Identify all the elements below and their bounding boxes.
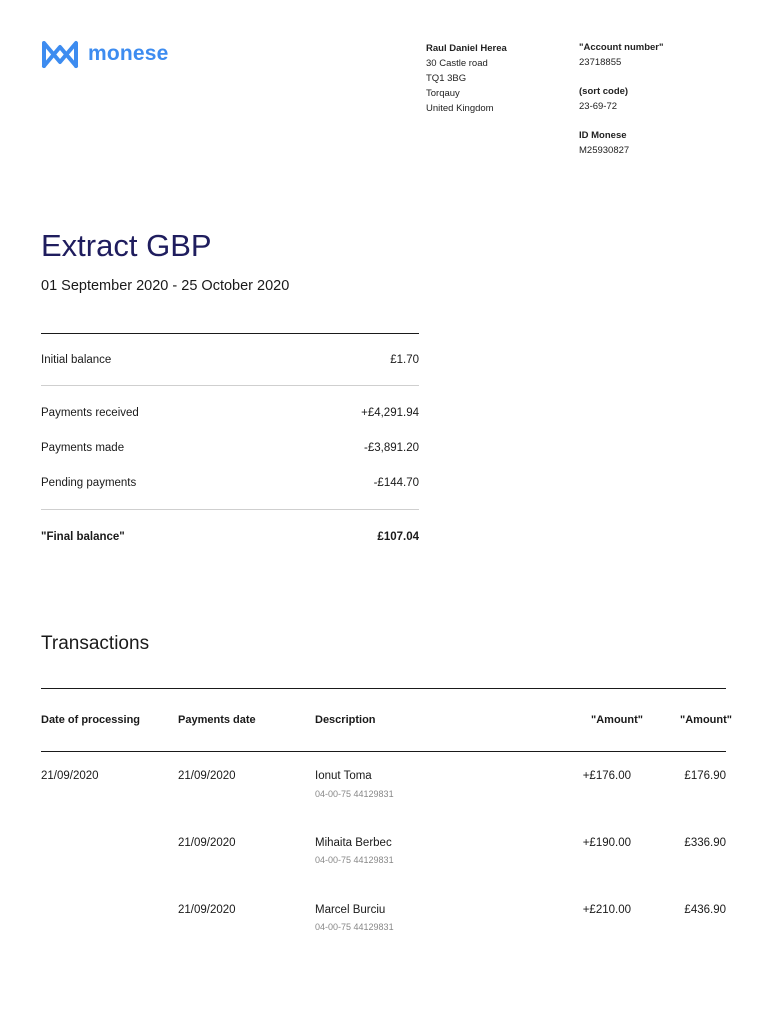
address-line: United Kingdom [426, 103, 494, 114]
table-row [41, 819, 726, 886]
address-line: Torqauy [426, 88, 460, 99]
pending-payments-label: Pending payments [41, 476, 137, 489]
sort-code-label: (sort code) [579, 86, 629, 97]
account-details-block [579, 40, 663, 158]
description: Ionut Toma [315, 770, 372, 782]
brand-name: monese [88, 42, 169, 65]
account-holder-block [426, 41, 507, 116]
account-number: 23718855 [579, 57, 622, 68]
account-number-label: "Account number" [579, 42, 664, 53]
description: Marcel Burciu [315, 904, 386, 916]
payment-date: 21/09/2020 [178, 904, 236, 916]
transactions-table [41, 688, 732, 953]
initial-balance-row [41, 334, 419, 385]
table-header [41, 689, 732, 751]
final-balance-row [41, 510, 419, 564]
column-header-description: Description [315, 714, 376, 726]
payments-received-label: Payments received [41, 406, 139, 419]
reference: 04-00-75 44129831 [315, 789, 394, 799]
payments-received-value: +£4,291.94 [361, 406, 419, 419]
table-row [41, 886, 726, 953]
pending-payments-row [41, 465, 419, 500]
initial-balance-value: £1.70 [390, 353, 419, 366]
running-balance: £436.90 [684, 904, 726, 916]
description: Mihaita Berbec [315, 837, 392, 849]
monese-id-label: ID Monese [579, 130, 627, 141]
payments-received-row [41, 395, 419, 430]
payments-made-value: -£3,891.20 [364, 441, 419, 454]
running-balance: £176.90 [684, 770, 726, 782]
monese-logo-icon [40, 38, 80, 70]
processing-date: 21/09/2020 [41, 770, 99, 782]
payments-made-row [41, 430, 419, 465]
column-header-payment-date: Payments date [178, 714, 256, 726]
pending-payments-value: -£144.70 [373, 476, 419, 489]
statement-title: Extract GBP [41, 228, 212, 263]
final-balance-label: "Final balance" [41, 531, 125, 543]
address-line: TQ1 3BG [426, 73, 467, 84]
monese-id: M25930827 [579, 145, 630, 156]
statement-period: 01 September 2020 - 25 October 2020 [41, 278, 290, 294]
payment-date: 21/09/2020 [178, 837, 236, 849]
column-header-processing-date: Date of processing [41, 714, 141, 726]
final-balance-value: £107.04 [377, 531, 419, 543]
monese-logo [40, 38, 169, 70]
initial-balance-label: Initial balance [41, 353, 112, 366]
amount: +£210.00 [582, 904, 631, 916]
column-header-balance: "Amount" [680, 714, 732, 726]
balance-summary [41, 333, 419, 564]
sort-code: 23-69-72 [579, 101, 618, 112]
amount: +£190.00 [582, 837, 631, 849]
payment-date: 21/09/2020 [178, 770, 236, 782]
amount: +£176.00 [582, 770, 631, 782]
address-line: 30 Castle road [426, 58, 488, 69]
column-header-amount: "Amount" [591, 714, 643, 726]
reference: 04-00-75 44129831 [315, 855, 394, 865]
holder-name: Raul Daniel Herea [426, 43, 507, 54]
reference: 04-00-75 44129831 [315, 922, 394, 932]
transactions-title: Transactions [41, 633, 150, 654]
running-balance: £336.90 [684, 837, 726, 849]
payments-made-label: Payments made [41, 441, 125, 454]
table-row [41, 752, 726, 819]
